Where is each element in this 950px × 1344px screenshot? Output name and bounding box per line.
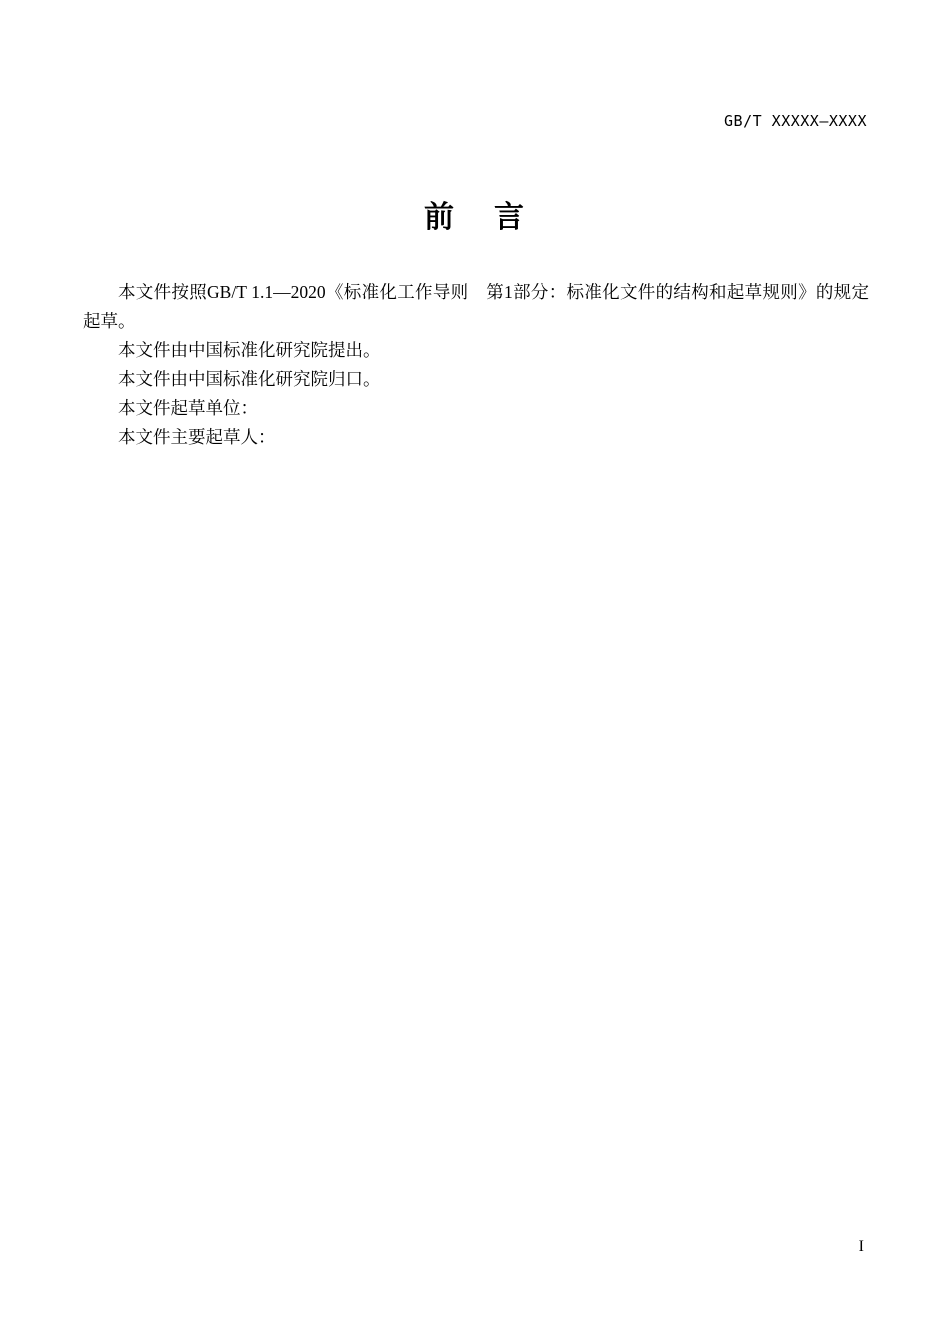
foreword-paragraph-1: 本文件按照GB/T 1.1—2020《标准化工作导则 第1部分：标准化文件的结构和起草规则》的规定起草。: [83, 282, 869, 331]
page-number: I: [858, 1238, 864, 1255]
foreword-paragraph-4: 本文件起草单位：: [118, 398, 258, 418]
page-title-char-1: 前: [424, 201, 456, 234]
foreword-paragraph-5: 本文件主要起草人：: [118, 427, 276, 447]
page-title-char-2: 言: [494, 201, 526, 234]
foreword-paragraph-3: 本文件由中国标准化研究院归口。: [118, 369, 381, 389]
standard-number-header: GB/T XXXXX—XXXX: [724, 112, 867, 130]
foreword-body: [83, 278, 869, 452]
page-title: [0, 192, 950, 236]
foreword-paragraph-2: 本文件由中国标准化研究院提出。: [118, 340, 381, 360]
